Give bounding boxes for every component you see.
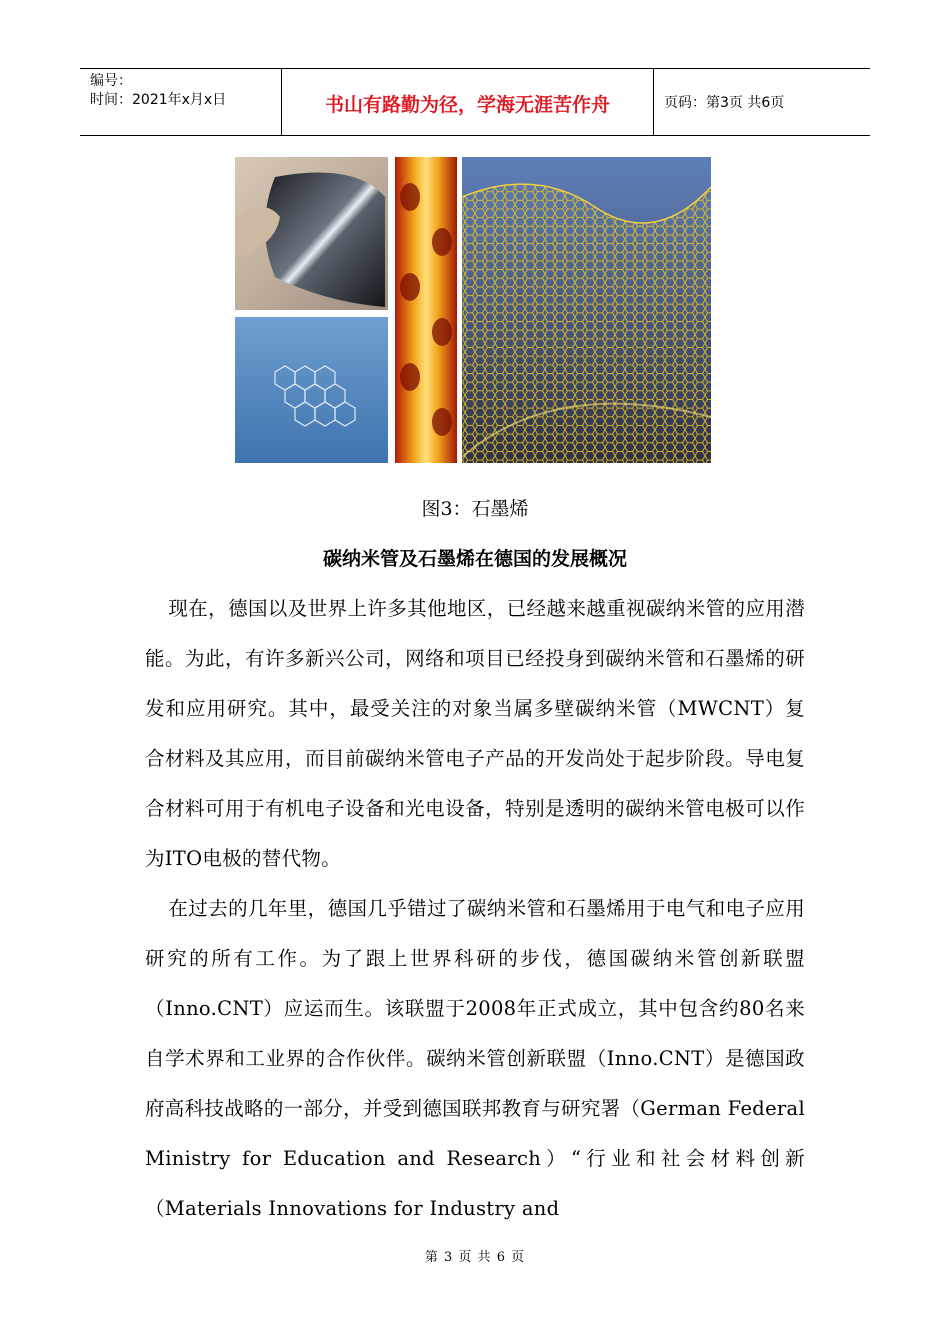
time-label: 时间：2021年x月x日 bbox=[90, 92, 227, 108]
figure-caption: 图3：石墨烯 bbox=[421, 498, 529, 520]
number-label: 编号： bbox=[90, 73, 132, 89]
paragraph: 在过去的几年里，德国几乎错过了碳纳米管和石墨烯用于电气和电子应用研究的所有工作。为了跟上世界科研的步伐，德国碳纳米管创新联盟（Inno.CNT）应运而生。该联盟于2008年正式成立，其中包含约80名来自学术界和工业界的合作伙伴。碳纳米管创新联盟（Inno.CNT）是德国政府高科技战略的一部分，并受到德国联邦教育与研究署（German Federal Ministry for Education and Research）“行业和社会材料创新（Materials Innovations for Industry and bbox=[145, 897, 805, 1220]
header-motto: 书山有路勤为径，学海无涯苦作舟 bbox=[282, 69, 654, 135]
body-text bbox=[145, 584, 805, 1234]
page-footer: 第 3 页 共 6 页 bbox=[424, 1250, 526, 1265]
section-title: 碳纳米管及石墨烯在德国的发展概况 bbox=[322, 548, 627, 570]
graphene-figure bbox=[235, 157, 711, 463]
header-meta bbox=[80, 69, 282, 135]
paragraph: 现在，德国以及世界上许多其他地区，已经越来越重视碳纳米管的应用潜能。为此，有许多新兴公司，网络和项目已经投身到碳纳米管和石墨烯的研发和应用研究。其中，最受关注的对象当属多壁碳纳米管（MWCNT）复合材料及其应用，而目前碳纳米管电子产品的开发尚处于起步阶段。导电复合材料可用于有机电子设备和光电设备，特别是透明的碳纳米管电极可以作为ITO电极的替代物。 bbox=[145, 597, 805, 870]
graphene-collage-image bbox=[235, 157, 711, 463]
header-page-info: 页码：第3页 共6页 bbox=[664, 95, 785, 111]
page-header bbox=[80, 68, 870, 136]
